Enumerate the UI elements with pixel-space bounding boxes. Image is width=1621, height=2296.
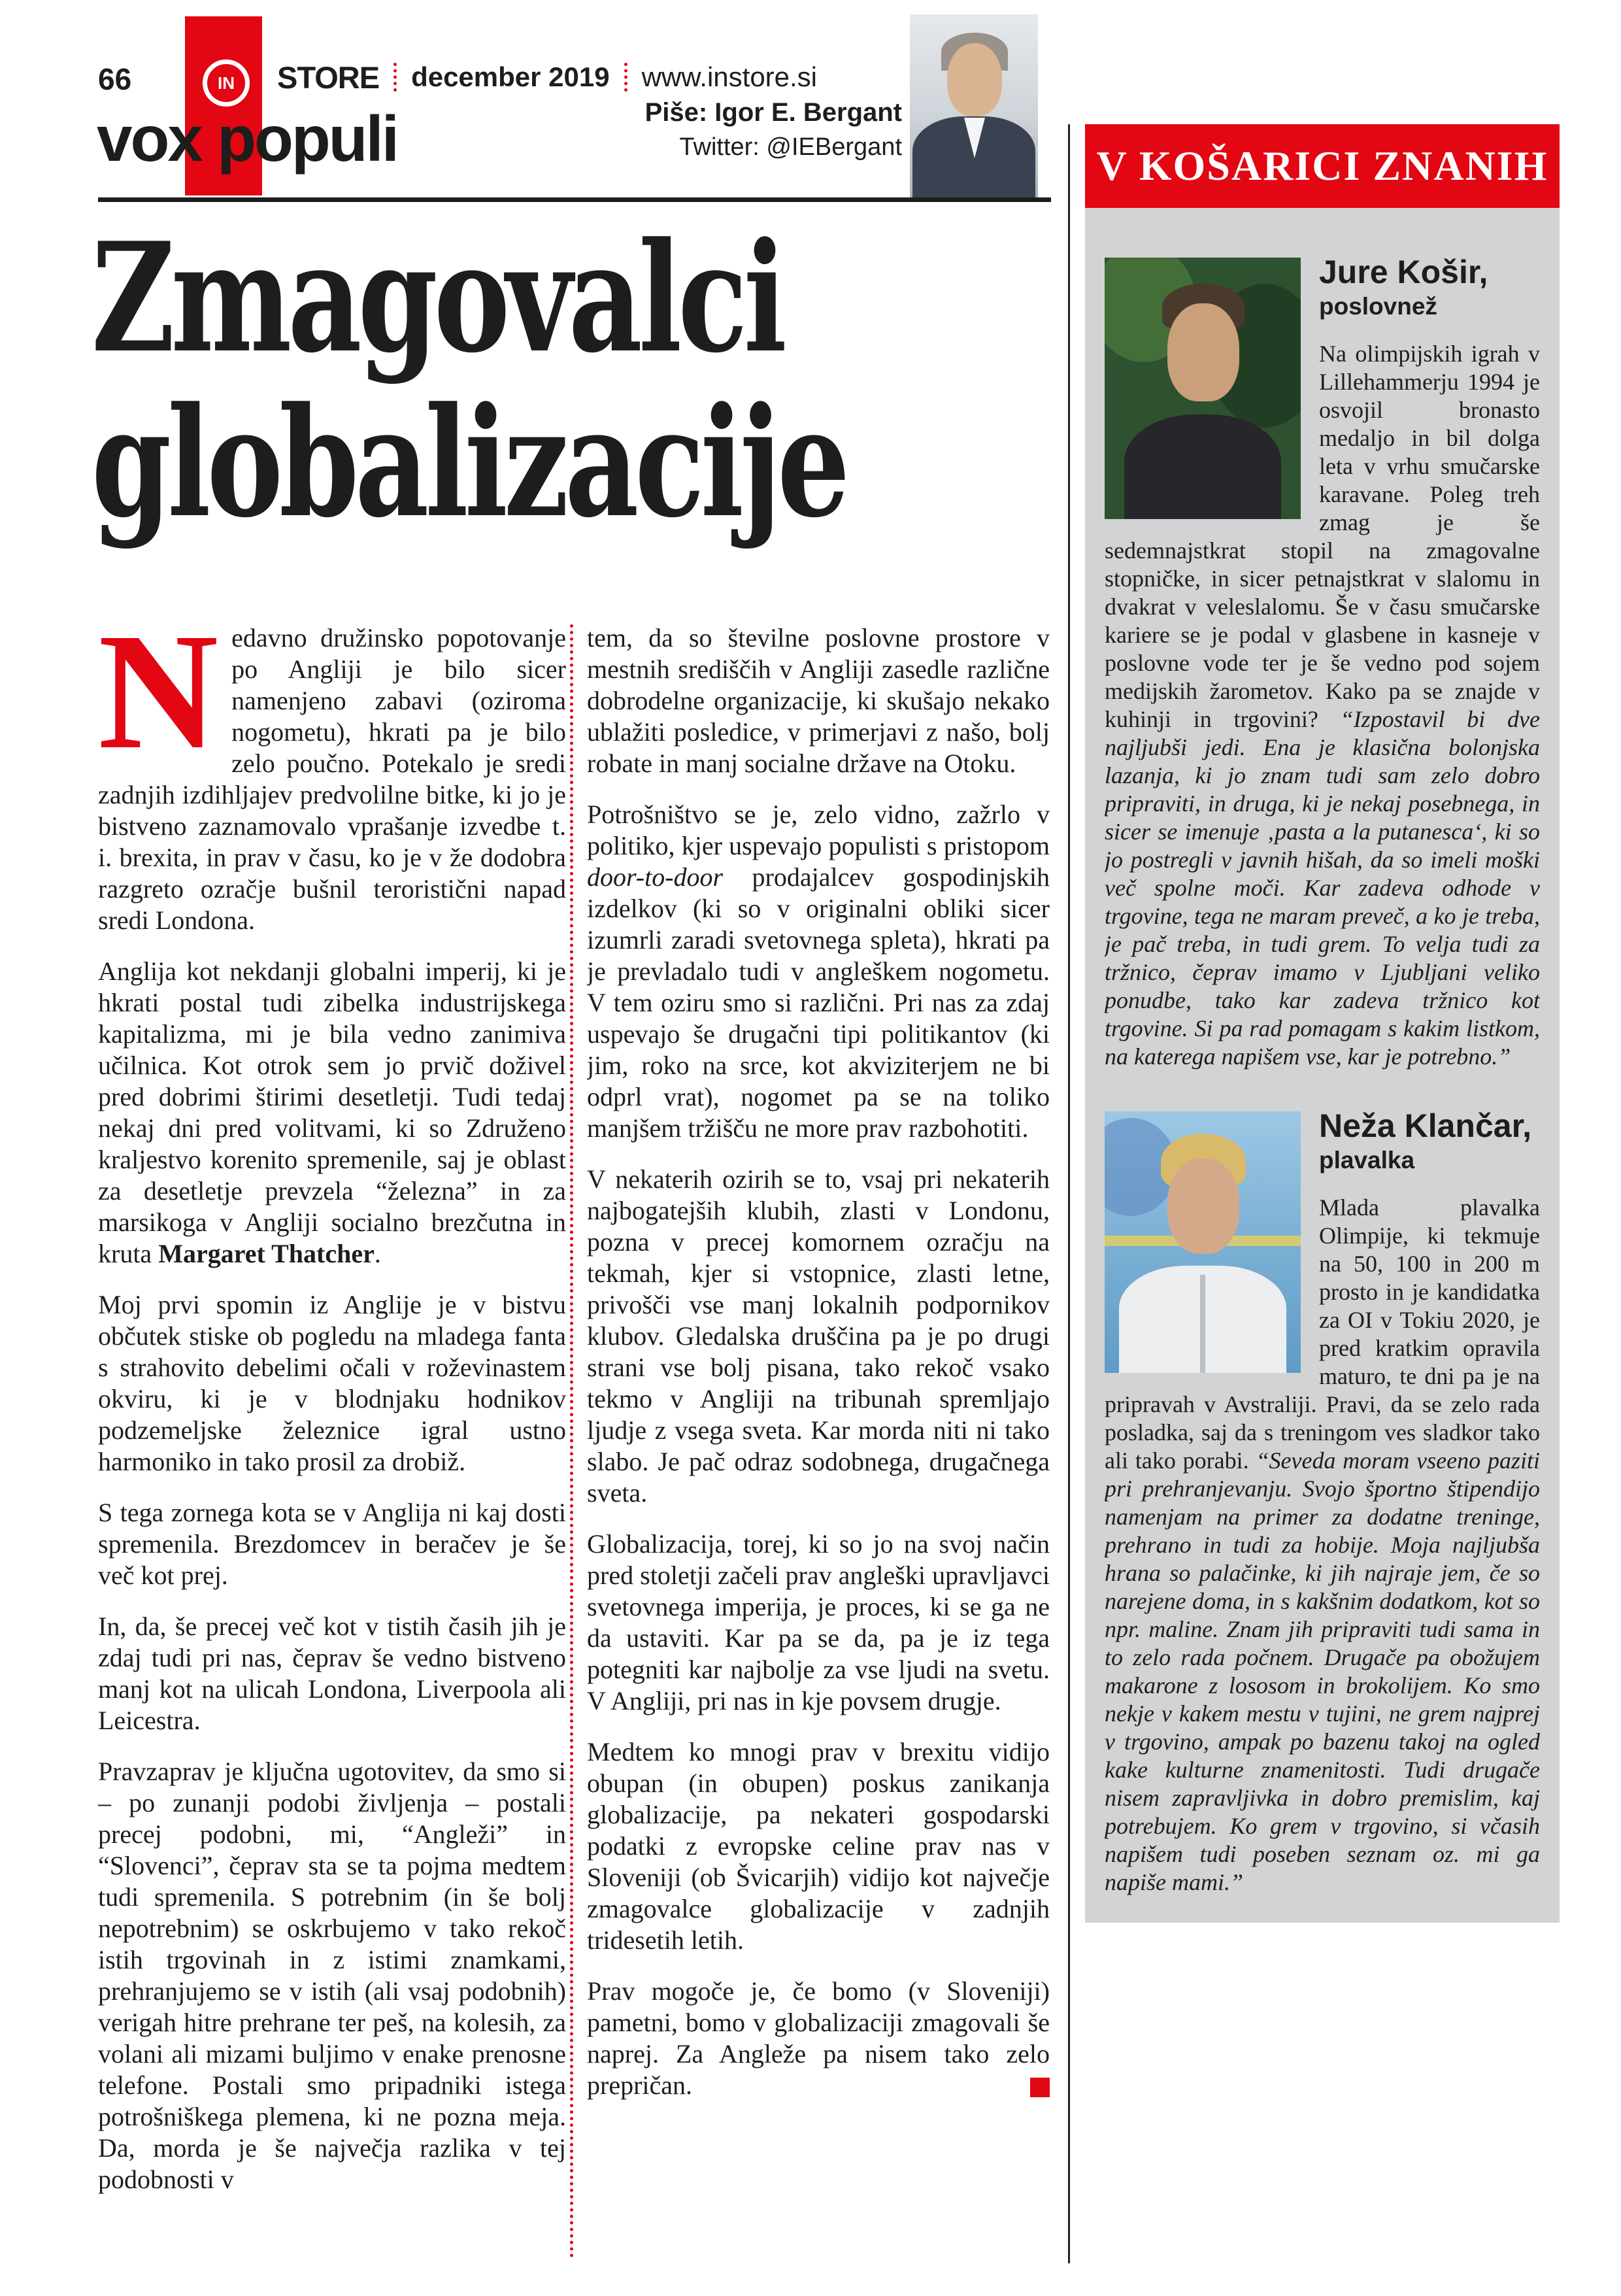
page-number: 66: [98, 62, 132, 96]
text-run: Na olimpijskih igrah v Lillehammerju 1994 je osvojil bronasto medaljo in bil dolga leta v vrhu smučarske karavane. Poleg treh zmag je še sedemnajstkrat stopil na zmagovalne stopničke, in sicer petnajstkrat v slalomu in dvakrat v veleslalomu. Še v času smučarske kariere se je podal v glasbene in kasneje v poslovne vode ter je še vedno pod sojem medijskih žarometov. Kako pa se znajde v kuhinji in trgovini?: [1105, 341, 1540, 732]
article-paragraph: [98, 1289, 566, 1477]
text-run: In, da, še precej več kot v tistih časih jih je zdaj tudi pri nas, čeprav še vedno bistveno manj kot na ulicah Londona, Liverpoola ali Leicestra.: [98, 1612, 566, 1735]
section-title: vox populi: [97, 103, 397, 175]
article-end-mark: [1030, 2078, 1050, 2097]
in-logo-icon: IN: [203, 59, 250, 107]
profile-role: plavalka: [1319, 1147, 1415, 1173]
profile-neza-klancar: [1105, 1107, 1540, 1897]
text-run: “Seveda moram vseeno paziti pri prehranjevanju. Svojo športno štipendijo namenjam na primer za dodatne treninge, prehrano in tudi za hobije. Moja najljubša hrana so palačinke, ki jih najraje jem, če so narejene doma, in s kakšnim dodatkom, kot so npr. maline. Znam jih pripraviti tudi sama in to zelo rada počnem. Drugače pa obožujem makarone z lososom in brokolijem. Ko smo nekje v kakem mestu v tujini, ne grem najprej v trgovino, ampak po bazenu takoj na ogled kake kulturne znamenitosti. Tudi drugače nisem zapravljivka in dobro premislim, kaj potrebujem. Ko grem v trgovino, si včasih napišem tudi poseben seznam oz. mi ga napiše mami.”: [1105, 1447, 1540, 1895]
issue-date: december 2019: [411, 61, 610, 92]
text-run: Mlada plavalka Olimpije, ki tekmuje na 50, 100 in 200 m prosto in je kandidatka za OI v Tokiu 2020, je pred kratkim opravila maturo, te dni pa je na pripravah v Avstraliji. Pravi, da se zelo rada posladka, saj da s treningom ves sladkor tako ali tako porabi.: [1105, 1194, 1540, 1474]
text-run: edavno družinsko popotovanje po Angliji je bilo sicer namenjeno zabavi (oziroma nogometu), hkrati pa je bilo zelo poučno. Potekalo je sredi zadnjih izdihljajev predvolilne bitke, ki jo je bistveno zaznamovalo vprašanje izvedbe t. i. brexita, in prav v času, ko je v že dodobra razgreto ozračje bušnil teroristični napad sredi Londona.: [98, 623, 566, 935]
igor-bergant-photo: [910, 14, 1038, 197]
profile-name: Neža Klančar,: [1319, 1107, 1532, 1144]
text-run: Anglija kot nekdanji globalni imperij, ki je hkrati postal tudi zibelka industrijskega kapitalizma, mi je bila vedno zanimiva učilnica. Kot otrok sem jo prvič doživel pred dobrimi štirimi desetletji. Tudi tedaj nekaj dni pred volitvami, ki so Združeno kraljestvo korenito spremenile, saj je oblast za desetletje prevzela “železna” in za marsikoga v Angliji socialno brezčutna in kruta: [98, 956, 566, 1268]
header-rule: [98, 197, 1051, 202]
text-run: door-to-door: [587, 862, 724, 892]
jure-kosir-photo: [1105, 258, 1301, 519]
photo-decoration: [1167, 1158, 1239, 1254]
article-paragraph: [98, 1497, 566, 1591]
author-byline: Piše: Igor E. Bergant: [644, 98, 902, 127]
article-title-line1: Zmagovalci: [92, 210, 783, 386]
article-paragraph: [587, 1736, 1050, 1956]
article-title-line2: globalizacije: [92, 375, 846, 551]
masthead-store: STORE: [277, 59, 380, 95]
article-paragraph: [587, 1528, 1050, 1717]
profile-jure-kosir: [1105, 254, 1540, 1071]
photo-decoration: [1200, 1275, 1205, 1373]
sidebar: [1085, 208, 1560, 1923]
article-paragraph: [98, 622, 566, 936]
column-divider-dotted: [570, 624, 573, 2259]
sidebar-divider-rule: [1068, 124, 1070, 2263]
sidebar-banner: V KOŠARICI ZNANIH: [1085, 124, 1560, 208]
article-title: [92, 210, 846, 551]
article-paragraph: [98, 956, 566, 1270]
text-run: prodajalcev gospodinjskih izdelkov (ki so v originalni obliki sicer izumrli zaradi svetovnega spleta), hkrati pa je prevladalo tudi v angleškem nogometu. V tem oziru smo si različni. Pri nas za zdaj uspevajo še drugačni tipi politikantov (ki jim, roko na srce, kot akviziterjem ne bi odprl vrat), nogomet pa se na toliko manjšem tržišču ne more prav razbohotiti.: [587, 862, 1050, 1143]
profile-name: Jure Košir,: [1319, 254, 1488, 290]
text-run: Medtem ko mnogi prav v brexitu vidijo obupan (in obupen) poskus zanikanja globalizacije, pa nekateri gospodarski podatki z evropske celine prav nas v Sloveniji (ob Švicarjih) vidijo kot največje zmagovalce globalizacije v zadnjih tridesetih letih.: [587, 1737, 1050, 1955]
text-run: tem, da so številne poslovne prostore v mestnih središčih v Angliji zasedle različne dobrodelne organizacije, ki skušajo nekako ublažiti posledice, v primerjavi z našo, bolj robate in manj socialne države na Otoku.: [587, 623, 1050, 778]
left-column: [98, 622, 566, 2262]
text-run: Moj prvi spomin iz Anglije je v bistvu občutek stiske ob pogledu na mladega fanta s strahovito debelimi očali v roževinastem okviru, ki je v blodnjaku hodnikov podzemeljske železnice igral ustno harmoniko in tako prosil za drobiž.: [98, 1290, 566, 1476]
dotted-separator-icon: [393, 63, 397, 92]
text-run: Globalizacija, torej, ki so jo na svoj način pred stoletji začeli prav angleški upravljavci svetovnega imperija, je proces, ki se ga ne da ustaviti. Kar pa se da, pa je iz tega potegniti kar najbolje za vse ljudi na svetu. V Angliji, pri nas in kje povsem drugje.: [587, 1529, 1050, 1715]
photo-decoration: [1124, 414, 1281, 519]
profile-role: poslovnež: [1319, 293, 1437, 320]
article-paragraph: [587, 1164, 1050, 1509]
text-run: V nekaterih ozirih se to, vsaj pri nekaterih najbogatejših klubih, zlasti v Londonu, pozna v precej komornem ozračju na tekmah, kjer si vstopnice, zlasti letne, privošči vse manj lokalnih podpornikov klubov. Gledalska druščina pa je po drugi strani vse bolj pisana, tako rekoč vsako tekmo v Angliji na tribunah spremljajo ljudje z vsega sveta. Kar morda niti ni tako slabo. Je pač odraz sodobnega, drugačnega sveta.: [587, 1164, 1050, 1508]
middle-column: [587, 622, 1050, 2296]
drop-cap: N: [98, 622, 219, 784]
text-run: Pravzaprav je ključna ugotovitev, da smo si – po zunanji podobi življenja – postali precej podobni, mi, “Angleži” in “Slovenci”, čeprav sta se ta pojma medtem tudi spremenila. S potrebnim (in še bolj nepotrebnim) se oskrbujemo v tako rekoč istih trgovinah in z istimi znamkami, prehranjujemo se v istih (ali vsaj podobnih) verigah hitre prehrane ter peš, na kolesih, za volani ali mizami buljimo v enake prenosne telefone. Postali smo pripadniki istega potrošniškega plemena, ki ne pozna meja. Da, morda je še največja razlika v tej podobnosti v: [98, 1757, 566, 2194]
text-run: “Izpostavil bi dve najljubši jedi. Ena je klasična bolonjska lazanja, ki jo znam tudi sam zelo dobro pripraviti, in druga, ki je nekaj posebnega, in sicer se imenuje ‚pasta a la putanesca‘, ki so jo postregli v javnih hišah, da so imeli moški več spolne moči. Kar zadeva odhode v trgovine, tega ne maram preveč, a ko je treba, je pač treba, in tudi grem. To velja tudi za tržnico, čeprav imamo v Ljubljani veliko ponudbe, tako kar zadeva tržnico kot trgovine. Si pa rad pomagam s kakim listkom, na katerega napišem vse, kar je potrebno.”: [1105, 706, 1540, 1070]
author-twitter-link[interactable]: Twitter: @IEBergant: [679, 133, 902, 161]
text-run: Potrošništvo se je, zelo vidno, zažrlo v politiko, kjer uspevajo populisti s pristopom: [587, 800, 1050, 860]
photo-decoration: [1167, 303, 1239, 401]
article-paragraph: [98, 1756, 566, 2195]
text-run: Prav mogoče je, če bomo (v Sloveniji) pametni, bomo v globalizaciji zmagovali še naprej. Za Angleže pa nisem tako zelo prepričan.: [587, 1976, 1050, 2100]
article-paragraph: [587, 1976, 1050, 2101]
photo-decoration: [947, 43, 1002, 116]
article-paragraph: [587, 622, 1050, 779]
text-run: Margaret Thatcher: [158, 1239, 375, 1268]
text-run: .: [374, 1239, 381, 1268]
neza-klancar-photo: [1105, 1111, 1301, 1373]
article-paragraph: [587, 799, 1050, 1144]
text-run: S tega zornega kota se v Anglija ni kaj dosti spremenila. Brezdomcev in beračev je še več kot prej.: [98, 1498, 566, 1590]
dotted-separator-icon: [624, 63, 627, 92]
website-link[interactable]: www.instore.si: [641, 61, 818, 92]
masthead: [277, 60, 817, 94]
article-paragraph: [98, 1611, 566, 1736]
